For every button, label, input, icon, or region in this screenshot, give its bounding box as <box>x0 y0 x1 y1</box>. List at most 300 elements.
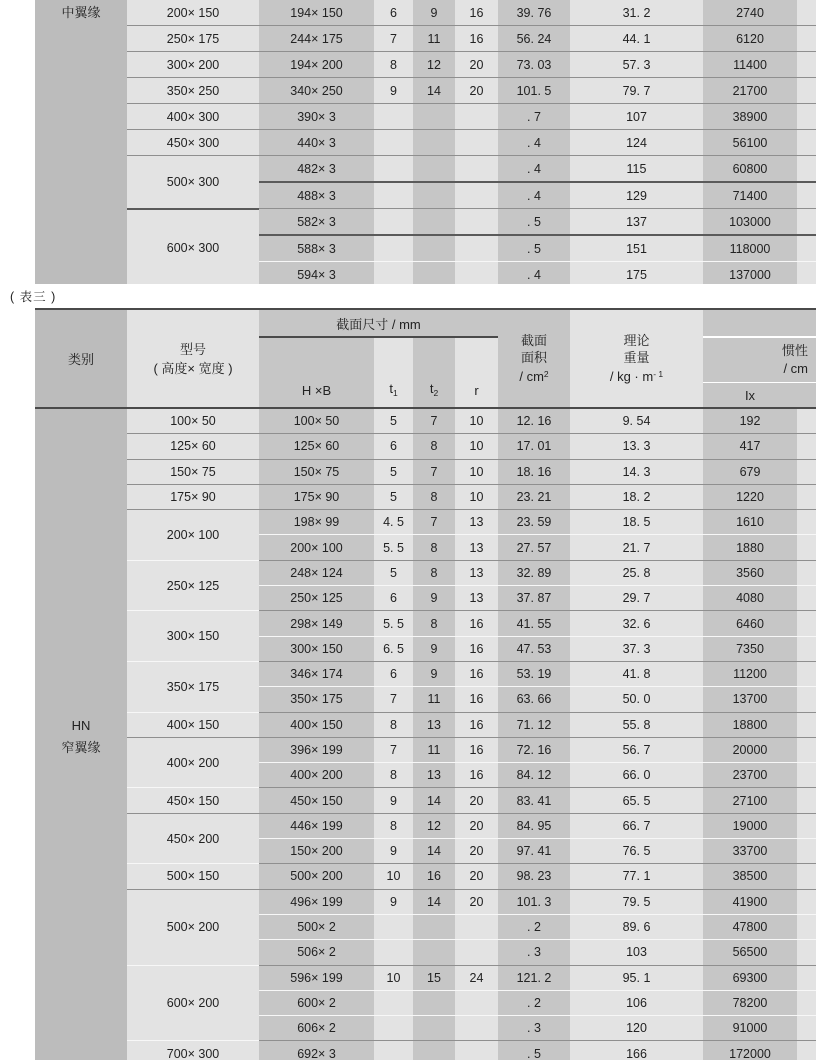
cell-cut-right <box>797 712 816 737</box>
cell-model: 200× 150 <box>127 0 259 26</box>
cell-area: . 4 <box>498 130 570 156</box>
cell-t2: 14 <box>413 78 455 104</box>
cell-t1 <box>374 1016 413 1041</box>
cell-area: . 5 <box>498 209 570 236</box>
cell-cut-right <box>797 156 816 183</box>
cell-model: 400× 300 <box>127 104 259 130</box>
cell-hb: 600× 2 <box>259 990 374 1015</box>
cell-hb: 390× 3 <box>259 104 374 130</box>
cell-t2: 14 <box>413 839 455 864</box>
steel-table-upper <box>35 0 816 284</box>
cell-ix: 91000 <box>703 1016 797 1041</box>
table-row <box>35 408 816 434</box>
cell-r: 20 <box>455 788 498 813</box>
cell-t1 <box>374 235 413 262</box>
cell-t1: 7 <box>374 26 413 52</box>
cell-hb: 346× 174 <box>259 661 374 686</box>
cell-weight: 120 <box>570 1016 703 1041</box>
cell-r: 13 <box>455 560 498 585</box>
cell-r: 10 <box>455 484 498 509</box>
table-row <box>35 130 816 156</box>
cell-cut-right <box>797 52 816 78</box>
cell-t2: 11 <box>413 737 455 762</box>
cell-t1: 5 <box>374 459 413 484</box>
cell-t2: 12 <box>413 813 455 838</box>
cell-cut-right <box>797 262 816 285</box>
cell-hb: 500× 2 <box>259 914 374 939</box>
header-model <box>127 309 259 408</box>
cell-weight: 25. 8 <box>570 560 703 585</box>
cell-r <box>455 990 498 1015</box>
cell-r <box>455 262 498 285</box>
cell-weight: 151 <box>570 235 703 262</box>
cell-r <box>455 156 498 183</box>
table-row <box>35 104 816 130</box>
cell-t2: 7 <box>413 510 455 535</box>
cell-r: 16 <box>455 26 498 52</box>
cell-cut-right <box>797 235 816 262</box>
header-row-groups <box>35 309 816 337</box>
header-hxb: H ×B <box>259 337 374 408</box>
cell-ix: 11400 <box>703 52 797 78</box>
cell-cut-right <box>797 130 816 156</box>
cell-t2: 13 <box>413 712 455 737</box>
cell-r: 20 <box>455 839 498 864</box>
cell-hb: 198× 99 <box>259 510 374 535</box>
cell-model: 500× 300 <box>127 156 259 209</box>
cell-cut-right <box>797 940 816 965</box>
cell-weight: 124 <box>570 130 703 156</box>
cell-hb: 340× 250 <box>259 78 374 104</box>
cell-t1: 6 <box>374 586 413 611</box>
header-t2: $t_2$ <box>413 337 455 408</box>
cell-t2: 8 <box>413 484 455 509</box>
cell-area: 17. 01 <box>498 434 570 459</box>
cell-t1: 10 <box>374 965 413 990</box>
cell-t2: 15 <box>413 965 455 990</box>
cell-t2 <box>413 940 455 965</box>
cell-area: . 3 <box>498 1016 570 1041</box>
cell-model: 125× 60 <box>127 434 259 459</box>
cell-weight: 37. 3 <box>570 636 703 661</box>
cell-t1: 6 <box>374 434 413 459</box>
cell-model: 450× 150 <box>127 788 259 813</box>
cell-cut-right <box>797 914 816 939</box>
cell-r <box>455 914 498 939</box>
table-header <box>35 309 816 408</box>
cell-hb: 582× 3 <box>259 209 374 236</box>
cell-model: 200× 100 <box>127 510 259 561</box>
cell-cut-right <box>797 484 816 509</box>
cell-t1: 7 <box>374 687 413 712</box>
table-row <box>35 459 816 484</box>
header-t1: $t_1$ <box>374 337 413 408</box>
cell-r: 16 <box>455 763 498 788</box>
cell-ix: 192 <box>703 408 797 434</box>
cell-model: 300× 150 <box>127 611 259 662</box>
cell-cut-right <box>797 408 816 434</box>
cell-area: 23. 21 <box>498 484 570 509</box>
table-row <box>35 26 816 52</box>
cell-t2: 9 <box>413 636 455 661</box>
header-inertia-band <box>703 309 816 337</box>
steel-table-lower <box>35 308 816 1060</box>
header-section-dimensions: 截面尺寸 / mm <box>259 309 498 337</box>
cell-t1 <box>374 156 413 183</box>
cell-r <box>455 209 498 236</box>
cell-ix: 38500 <box>703 864 797 889</box>
cell-cut-right <box>797 510 816 535</box>
cell-area: 71. 12 <box>498 712 570 737</box>
cell-weight: 79. 5 <box>570 889 703 914</box>
cell-cut-right <box>797 687 816 712</box>
cell-hb: 100× 50 <box>259 408 374 434</box>
table-row <box>35 52 816 78</box>
cell-t2 <box>413 156 455 183</box>
cell-area: 63. 66 <box>498 687 570 712</box>
cell-hb: 606× 2 <box>259 1016 374 1041</box>
lower-table-region <box>35 308 816 1060</box>
header-ix: Ix <box>703 383 797 409</box>
cell-ix: 679 <box>703 459 797 484</box>
cell-model: 600× 200 <box>127 965 259 1041</box>
cell-cut-right <box>797 737 816 762</box>
cell-r: 16 <box>455 636 498 661</box>
cell-weight: 13. 3 <box>570 434 703 459</box>
cell-t2: 7 <box>413 459 455 484</box>
cell-hb: 248× 124 <box>259 560 374 585</box>
cell-ix: 18800 <box>703 712 797 737</box>
cell-hb: 400× 150 <box>259 712 374 737</box>
cell-r <box>455 1016 498 1041</box>
cell-cut-right <box>797 209 816 236</box>
cell-area: 56. 24 <box>498 26 570 52</box>
table-row <box>35 156 816 183</box>
cell-r: 24 <box>455 965 498 990</box>
cell-hb: 450× 150 <box>259 788 374 813</box>
cell-cut-right <box>797 434 816 459</box>
cell-cut-right <box>797 636 816 661</box>
cell-t2: 16 <box>413 864 455 889</box>
cell-t1 <box>374 940 413 965</box>
cell-ix: 71400 <box>703 182 797 209</box>
cell-weight: 18. 5 <box>570 510 703 535</box>
cell-cut-right <box>797 813 816 838</box>
cell-ix: 11200 <box>703 661 797 686</box>
cell-weight: 44. 1 <box>570 26 703 52</box>
cell-weight: 57. 3 <box>570 52 703 78</box>
cell-t1 <box>374 262 413 285</box>
cell-area: . 5 <box>498 1041 570 1060</box>
cell-ix: 20000 <box>703 737 797 762</box>
cell-area: 39. 76 <box>498 0 570 26</box>
cell-weight: 32. 6 <box>570 611 703 636</box>
cell-hb: 594× 3 <box>259 262 374 285</box>
header-cut-right <box>797 383 816 409</box>
cell-r <box>455 182 498 209</box>
cell-area: . 2 <box>498 990 570 1015</box>
cell-ix: 417 <box>703 434 797 459</box>
cell-weight: 77. 1 <box>570 864 703 889</box>
cell-cut-right <box>797 889 816 914</box>
cell-area: 97. 41 <box>498 839 570 864</box>
cell-weight: 89. 6 <box>570 914 703 939</box>
cell-t1: 9 <box>374 889 413 914</box>
cell-cut-right <box>797 611 816 636</box>
category-cell: HN 窄翼缘 <box>35 408 127 1060</box>
cell-t2 <box>413 235 455 262</box>
cell-t2 <box>413 262 455 285</box>
cell-area: 23. 59 <box>498 510 570 535</box>
cell-hb: 440× 3 <box>259 130 374 156</box>
cell-hb: 692× 3 <box>259 1041 374 1060</box>
upper-table-region <box>35 0 816 284</box>
table-row <box>35 209 816 236</box>
cell-r: 20 <box>455 864 498 889</box>
cell-t2: 7 <box>413 408 455 434</box>
cell-ix: 27100 <box>703 788 797 813</box>
cell-hb: 298× 149 <box>259 611 374 636</box>
cell-area: . 7 <box>498 104 570 130</box>
cell-r <box>455 235 498 262</box>
cell-r: 20 <box>455 813 498 838</box>
table-row <box>35 889 816 914</box>
cell-hb: 244× 175 <box>259 26 374 52</box>
cell-model: 300× 200 <box>127 52 259 78</box>
cell-hb: 125× 60 <box>259 434 374 459</box>
cell-weight: 56. 7 <box>570 737 703 762</box>
cell-t1: 5. 5 <box>374 611 413 636</box>
cell-hb: 588× 3 <box>259 235 374 262</box>
cell-area: 53. 19 <box>498 661 570 686</box>
cell-ix: 56500 <box>703 940 797 965</box>
cell-ix: 1610 <box>703 510 797 535</box>
cell-t2: 12 <box>413 52 455 78</box>
cell-t2 <box>413 1016 455 1041</box>
cell-model: 350× 175 <box>127 661 259 712</box>
cell-model: 500× 200 <box>127 889 259 965</box>
cell-r: 20 <box>455 78 498 104</box>
cell-hb: 446× 199 <box>259 813 374 838</box>
cell-model: 600× 300 <box>127 209 259 285</box>
cell-model: 250× 175 <box>127 26 259 52</box>
cell-t2: 9 <box>413 0 455 26</box>
cell-area: 72. 16 <box>498 737 570 762</box>
cell-cut-right <box>797 459 816 484</box>
cell-weight: 65. 5 <box>570 788 703 813</box>
cell-cut-right <box>797 763 816 788</box>
cell-t2: 9 <box>413 661 455 686</box>
cell-t1: 6 <box>374 661 413 686</box>
cell-weight: 21. 7 <box>570 535 703 560</box>
cell-hb: 150× 75 <box>259 459 374 484</box>
cell-t1 <box>374 914 413 939</box>
cell-cut-right <box>797 535 816 560</box>
cell-r: 20 <box>455 889 498 914</box>
table-row <box>35 434 816 459</box>
cell-ix: 3560 <box>703 560 797 585</box>
cell-t2 <box>413 209 455 236</box>
cell-r <box>455 104 498 130</box>
cell-weight: 31. 2 <box>570 0 703 26</box>
cell-cut-right <box>797 182 816 209</box>
cell-model: 700× 300 <box>127 1041 259 1060</box>
table-row <box>35 611 816 636</box>
cell-t1 <box>374 104 413 130</box>
cell-t2: 8 <box>413 434 455 459</box>
cell-area: . 5 <box>498 235 570 262</box>
cell-t1 <box>374 209 413 236</box>
cell-weight: 129 <box>570 182 703 209</box>
cell-t2: 9 <box>413 586 455 611</box>
cell-ix: 60800 <box>703 156 797 183</box>
cell-area: 84. 12 <box>498 763 570 788</box>
cell-area: 101. 5 <box>498 78 570 104</box>
cell-weight: 66. 7 <box>570 813 703 838</box>
cell-t2: 14 <box>413 788 455 813</box>
cell-hb: 194× 200 <box>259 52 374 78</box>
cell-cut-right <box>797 0 816 26</box>
cell-hb: 500× 200 <box>259 864 374 889</box>
cell-ix: 33700 <box>703 839 797 864</box>
table-row <box>35 813 816 838</box>
cell-cut-right <box>797 839 816 864</box>
cell-model: 450× 300 <box>127 130 259 156</box>
cell-cut-right <box>797 661 816 686</box>
cell-ix: 2740 <box>703 0 797 26</box>
table-row <box>35 510 816 535</box>
cell-model: 400× 200 <box>127 737 259 788</box>
table-row <box>35 661 816 686</box>
cell-hb: 596× 199 <box>259 965 374 990</box>
cell-r: 16 <box>455 661 498 686</box>
cell-weight: 95. 1 <box>570 965 703 990</box>
header-theoretical-weight: 理论 重量 / kg · $m^{- 1}$ <box>570 309 703 408</box>
cell-cut-right <box>797 990 816 1015</box>
cell-cut-right <box>797 965 816 990</box>
cell-hb: 250× 125 <box>259 586 374 611</box>
cell-ix: 172000 <box>703 1041 797 1060</box>
cell-cut-right <box>797 560 816 585</box>
cell-t2 <box>413 914 455 939</box>
cell-cut-right <box>797 78 816 104</box>
cell-cut-right <box>797 1016 816 1041</box>
cell-hb: 150× 200 <box>259 839 374 864</box>
cell-ix: 1220 <box>703 484 797 509</box>
cell-weight: 103 <box>570 940 703 965</box>
cell-ix: 23700 <box>703 763 797 788</box>
cell-t1: 5. 5 <box>374 535 413 560</box>
cell-cut-right <box>797 864 816 889</box>
cell-t2: 8 <box>413 535 455 560</box>
cell-ix: 4080 <box>703 586 797 611</box>
cell-weight: 18. 2 <box>570 484 703 509</box>
cell-t1: 8 <box>374 813 413 838</box>
cell-ix: 13700 <box>703 687 797 712</box>
cell-model: 150× 75 <box>127 459 259 484</box>
category-cell: 中翼缘 <box>35 0 127 284</box>
cell-t1: 8 <box>374 52 413 78</box>
cell-area: 84. 95 <box>498 813 570 838</box>
cell-model: 400× 150 <box>127 712 259 737</box>
cell-ix: 6460 <box>703 611 797 636</box>
table-row <box>35 788 816 813</box>
cell-hb: 194× 150 <box>259 0 374 26</box>
cell-area: 18. 16 <box>498 459 570 484</box>
cell-area: . 4 <box>498 156 570 183</box>
cell-cut-right <box>797 104 816 130</box>
table-row <box>35 1041 816 1060</box>
cell-r <box>455 1041 498 1060</box>
cell-area: . 4 <box>498 262 570 285</box>
cell-r: 16 <box>455 737 498 762</box>
cell-hb: 506× 2 <box>259 940 374 965</box>
cell-area: 12. 16 <box>498 408 570 434</box>
cell-model: 175× 90 <box>127 484 259 509</box>
cell-t1: 10 <box>374 864 413 889</box>
cell-t2: 11 <box>413 687 455 712</box>
cell-model: 100× 50 <box>127 408 259 434</box>
cell-area: . 4 <box>498 182 570 209</box>
table-row <box>35 0 816 26</box>
cell-ix: 47800 <box>703 914 797 939</box>
cell-t1: 7 <box>374 737 413 762</box>
cell-ix: 78200 <box>703 990 797 1015</box>
header-inertia: 惯性 / cm <box>703 337 816 383</box>
cell-cut-right <box>797 788 816 813</box>
cell-r: 13 <box>455 510 498 535</box>
cell-hb: 175× 90 <box>259 484 374 509</box>
cell-weight: 41. 8 <box>570 661 703 686</box>
cell-model: 350× 250 <box>127 78 259 104</box>
cell-hb: 496× 199 <box>259 889 374 914</box>
cell-t1: 5 <box>374 560 413 585</box>
table-row <box>35 78 816 104</box>
cell-t1: 6 <box>374 0 413 26</box>
cell-model: 450× 200 <box>127 813 259 864</box>
cell-weight: 9. 54 <box>570 408 703 434</box>
cell-r: 16 <box>455 687 498 712</box>
cell-t1 <box>374 182 413 209</box>
header-r: r <box>455 337 498 408</box>
cell-weight: 137 <box>570 209 703 236</box>
cell-t2: 8 <box>413 611 455 636</box>
cell-area: 121. 2 <box>498 965 570 990</box>
table-row <box>35 965 816 990</box>
cell-area: 101. 3 <box>498 889 570 914</box>
cell-hb: 400× 200 <box>259 763 374 788</box>
cell-t2 <box>413 990 455 1015</box>
cell-r: 13 <box>455 535 498 560</box>
cell-weight: 55. 8 <box>570 712 703 737</box>
cell-area: 83. 41 <box>498 788 570 813</box>
cell-t1: 6. 5 <box>374 636 413 661</box>
cell-r: 10 <box>455 408 498 434</box>
cell-r: 16 <box>455 0 498 26</box>
cell-t2 <box>413 104 455 130</box>
cell-weight: 79. 7 <box>570 78 703 104</box>
cell-t1: 8 <box>374 712 413 737</box>
cell-ix: 56100 <box>703 130 797 156</box>
cell-t1 <box>374 990 413 1015</box>
cell-weight: 50. 0 <box>570 687 703 712</box>
cell-weight: 107 <box>570 104 703 130</box>
cell-ix: 103000 <box>703 209 797 236</box>
cell-area: . 3 <box>498 940 570 965</box>
header-model-line2: ( 高度× 宽度 ) <box>153 360 233 376</box>
cell-cut-right <box>797 586 816 611</box>
cell-t1: 5 <box>374 408 413 434</box>
